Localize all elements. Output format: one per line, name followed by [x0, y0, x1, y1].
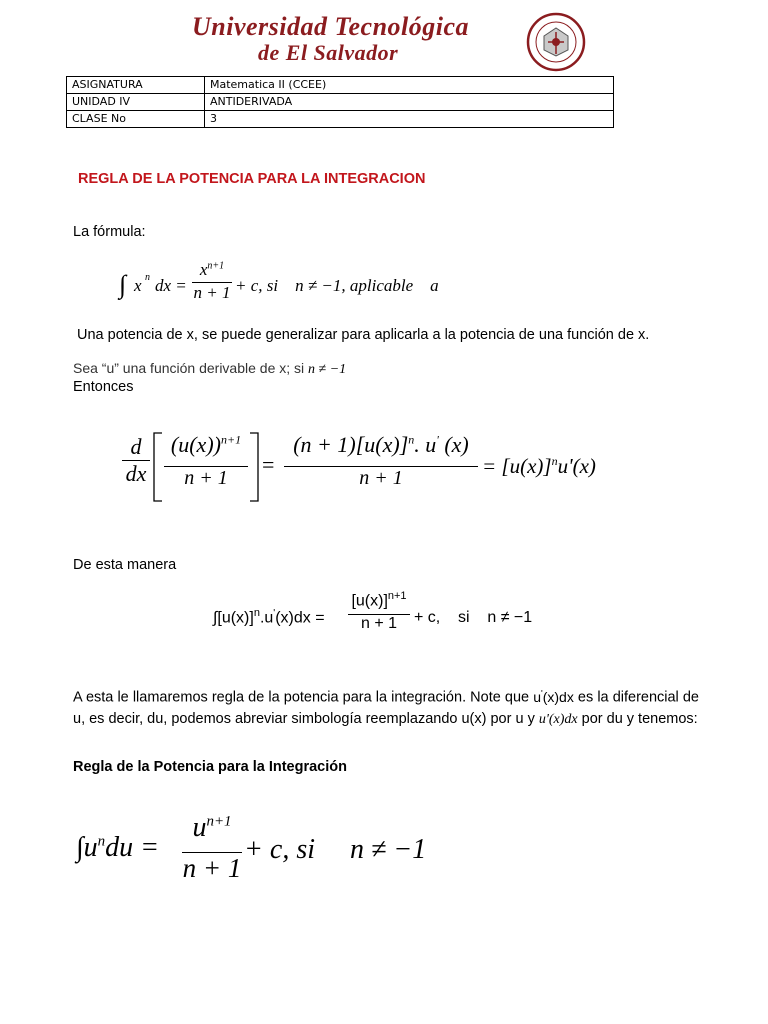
inner-numerator: (u(x)): [170, 432, 221, 457]
formula3-num-exponent: n+1: [387, 590, 407, 602]
numerator-base: x: [199, 260, 208, 279]
lhs-u: .u: [259, 609, 274, 627]
table-cell-value: ANTIDERIVADA: [205, 94, 614, 111]
formula4-du: du =: [105, 832, 160, 863]
rhs-prime: ': [436, 432, 439, 447]
final-term: = [u(x)]: [482, 454, 552, 478]
inner-denominator: n + 1: [184, 467, 228, 489]
table-cell-label: UNIDAD IV: [67, 94, 205, 111]
table-cell-label: ASIGNATURA: [67, 77, 205, 94]
differential-dx: dx =: [155, 276, 187, 295]
lhs-rest: (x)dx =: [275, 609, 325, 627]
derivative-d: d: [130, 434, 142, 459]
inner-exponent: n+1: [220, 432, 242, 447]
university-name-line2: de El Salvador: [258, 40, 399, 65]
derivative-dx: dx: [125, 461, 147, 486]
section-title: REGLA DE LA POTENCIA PARA LA INTEGRACION: [78, 171, 426, 187]
rhs-numerator-a: (n + 1)[u(x)]: [293, 432, 409, 457]
entonces-text: Entonces: [73, 379, 134, 395]
integrand-base: x: [134, 276, 142, 295]
formula1-condition: + c, si n ≠ −1, aplicable a: [235, 276, 439, 295]
formula3-lhs: [213, 607, 325, 627]
sea-line-text: Sea “u” una función derivable de x; si: [73, 360, 305, 376]
formula-label: La fórmula:: [73, 224, 146, 240]
paragraph-note: [73, 683, 699, 730]
integrand-exponent: n: [145, 272, 150, 283]
integral-sign: ∫: [119, 270, 127, 299]
equals-sign: =: [262, 452, 275, 477]
rhs-numerator-b: . u: [414, 432, 437, 457]
derivative-rhs-fraction: [284, 432, 478, 490]
derivative-final: [482, 454, 596, 479]
note-part2: es la diferencial de u, es decir, du, podemos abreviar simbología reemplazando u(x) por u y: [73, 689, 699, 727]
formula3-fraction: [348, 590, 410, 633]
university-name-line1: Universidad Tecnológica: [192, 12, 470, 41]
lhs-integral: ∫[u(x)]: [213, 609, 254, 627]
table-cell-label: CLASE No: [67, 111, 205, 128]
note-part1: A esta le llamaremos regla de la potencia para la integración. Note que: [73, 689, 530, 706]
formula4-numerator: u: [192, 812, 207, 843]
derivative-operator: [122, 434, 150, 487]
formula3-denominator: n + 1: [360, 615, 398, 632]
lhs-prime: ': [273, 608, 276, 619]
rhs-numerator-c: (x): [444, 432, 469, 457]
derivative-inner-fraction: [164, 432, 248, 490]
note-inline-udx: u'(x)dx: [533, 688, 574, 705]
course-info-table: [66, 76, 614, 128]
formula4-condition: + c, si n ≠ −1: [244, 834, 427, 865]
left-bracket: [152, 432, 164, 502]
formula1-fraction: [192, 260, 232, 303]
university-seal-logo: [526, 12, 586, 72]
sea-line-condition: n ≠ −1: [308, 362, 347, 377]
formula4-lhs-exponent: n: [97, 833, 106, 850]
formula4-fraction: [182, 812, 242, 884]
formula3-numerator: [u(x)]: [351, 592, 388, 610]
final-exponent: n: [551, 454, 558, 468]
paragraph-generalization: Una potencia de x, se puede generalizar para aplicarla a la potencia de una función de x.: [77, 327, 650, 343]
lhs-exponent: n: [253, 607, 260, 619]
denominator: n + 1: [193, 283, 231, 302]
final-tail: u'(x): [557, 454, 596, 478]
formula4-lhs: [76, 832, 159, 864]
numerator-exponent: n+1: [207, 260, 225, 272]
formula4-integral-u: ∫u: [76, 832, 98, 863]
rhs-numerator-exponent: n: [408, 432, 415, 447]
note-part3: por du y tenemos:: [581, 710, 698, 727]
rule-title: Regla de la Potencia para la Integración: [73, 759, 347, 775]
table-row: [67, 111, 614, 128]
formula3-condition: + c, si n ≠ −1: [414, 609, 533, 626]
formula4-num-exponent: n+1: [206, 813, 232, 830]
de-esta-manera-text: De esta manera: [73, 557, 177, 573]
table-cell-value: Matematica II (CCEE): [205, 77, 614, 94]
sea-line: [73, 360, 346, 378]
rhs-denominator: n + 1: [359, 467, 403, 489]
table-row: [67, 77, 614, 94]
formula4-denominator: n + 1: [182, 853, 242, 883]
table-row: [67, 94, 614, 111]
note-inline-udx-2: u'(x)dx: [538, 711, 578, 727]
table-cell-value: 3: [205, 111, 614, 128]
right-bracket: [248, 432, 260, 502]
